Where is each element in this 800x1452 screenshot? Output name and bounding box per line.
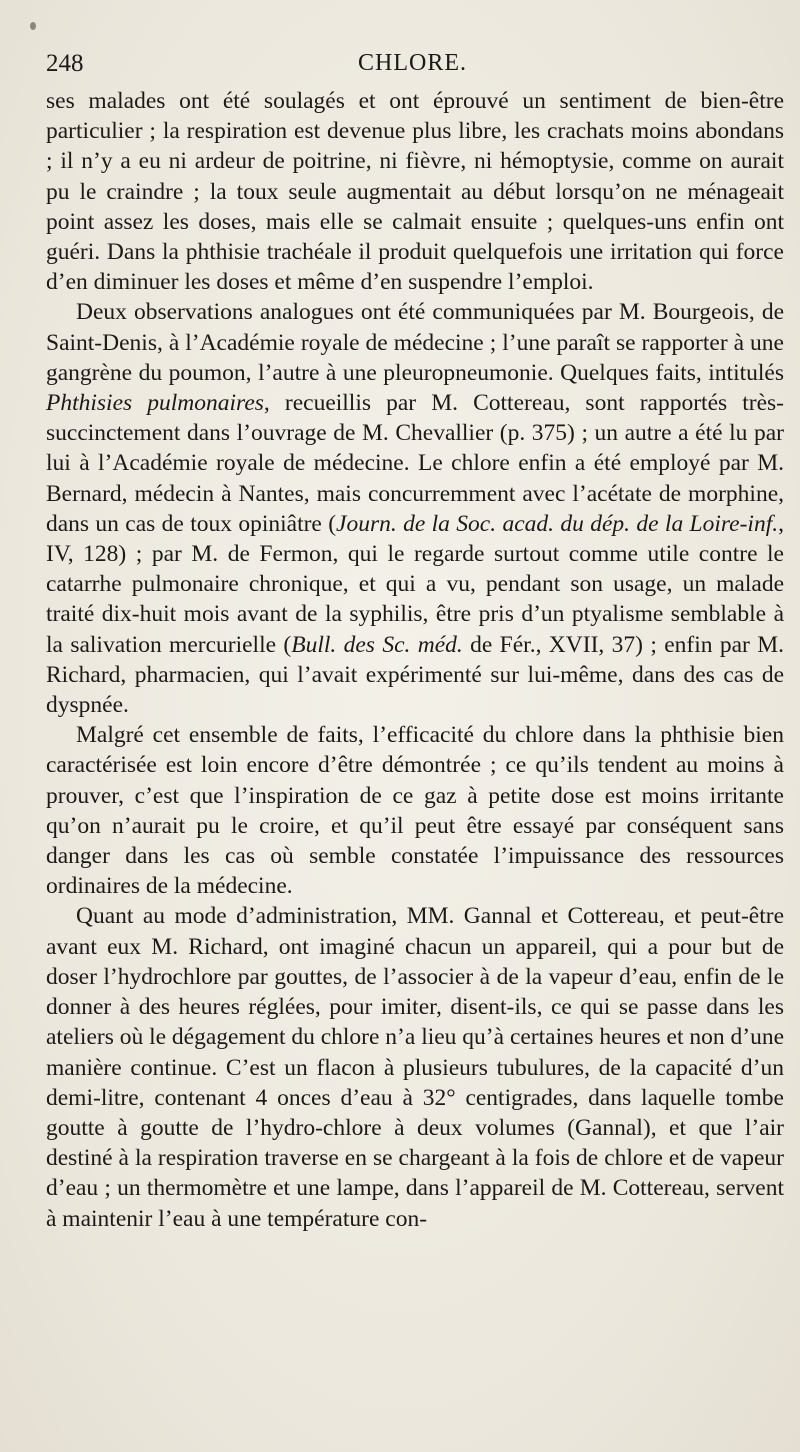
italic-title-phthisies: Phthisies pulmonaires [46,390,264,417]
paragraph-1: ses malades ont été soulagés et ont éprouvé un sentiment de bien-être particulier ; la respiration est devenue plus libre, les crachats moins abondans ; il n’y a eu ni ardeur de poitrine, ni fièvre, ni hémoptysie, comme on aurait pu le craindre ; la toux seule augmentait au début lorsqu’on ne ménageait point assez les doses, mais elle se calmait ensuite ; quelques-uns enfin ont guéri. Dans la phthisie trachéale il produit quelquefois une irritation qui force d’en diminuer les doses et même d’en suspendre l’emploi. [46,88,784,296]
paragraph-2 [46,297,784,720]
running-head: CHLORE. [358,50,467,76]
paragraph-3: Malgré cet ensemble de faits, l’efficacité du chlore dans la phthisie bien caractérisée est loin encore d’être démontrée ; ce qu’ils tendent au moins à prouver, c’est que l’inspiration de ce gaz à petite dose est moins irritante qu’on n’aurait pu le croire, et qu’il peut être essayé par conséquent sans danger dans les cas où semble constatée l’impuissance des ressources ordinaires de la médecine. [46,722,784,900]
italic-citation-journal: Journ. de la Soc. acad. du dép. de la Loire-inf. [336,510,779,537]
italic-citation-bulletin: Bull. des Sc. méd. [291,631,463,658]
paragraph-4: Quant au mode d’administration, MM. Gannal et Cottereau, et peut-être avant eux M. Richard, ont imaginé chacun un appareil, qui a pour but de doser l’hydrochlore par gouttes, de l’associer à de la vapeur d’eau, enfin de le donner à des heures réglées, pour imiter, disent-ils, ce qui se passe dans les ateliers où le dégagement du chlore n’a lieu qu’à certaines heures et non d’une manière continue. C’est un flacon à plusieurs tubulures, de la capacité d’un demi-litre, contenant 4 onces d’eau à 32° centigrades, dans laquelle tombe goutte à goutte de l’hydro-chlore à deux volumes (Gannal), et que l’air destiné à la respiration traverse en se chargeant à la fois de chlore et de vapeur d’eau ; un thermomètre et une lampe, dans l’appareil de M. Cottereau, servent à maintenir l’eau à une température con- [46,903,784,1232]
paragraph-2-part-2: , recueillis par M. Cottereau, sont rapportés très-succinctement dans l’ouvrage de M. Chevallier (p. 375) ; un autre a été lu par lui à l’Académie royale de médecine. Le chlore enfin a été employé par M. Bernard, médecin à Nantes, mais concurremment avec l’acétate de morphine, dans un cas de toux opiniâtre ( [46,390,785,537]
paragraph-2-part-3: , IV, 128) ; par M. de Fermon, qui le regarde surtout comme utile contre le catarrhe pulmonaire chronique, et qui a vu, pendant son usage, un malade traité dix-huit mois avant de la syphilis, être pris d’un ptyalisme semblable à la salivation mercurielle ( [46,510,784,658]
page-number: 248 [46,50,84,77]
paragraph-2-part-4: de Fér., XVII, 37) ; enfin par M. Richard, pharmacien, qui l’avait expérimenté sur lui-même, dans des cas de dyspnée. [46,631,784,719]
page-header [46,50,770,84]
body-text [46,86,784,1234]
paragraph-2-part-1: Deux observations analogues ont été communiquées par M. Bourgeois, de Saint-Denis, à l’Académie royale de médecine ; l’une paraît se rapporter à une gangrène du poumon, l’autre à une pleuropneumonie. Quelques faits, intitulés [46,299,784,386]
page-speck [30,22,36,30]
